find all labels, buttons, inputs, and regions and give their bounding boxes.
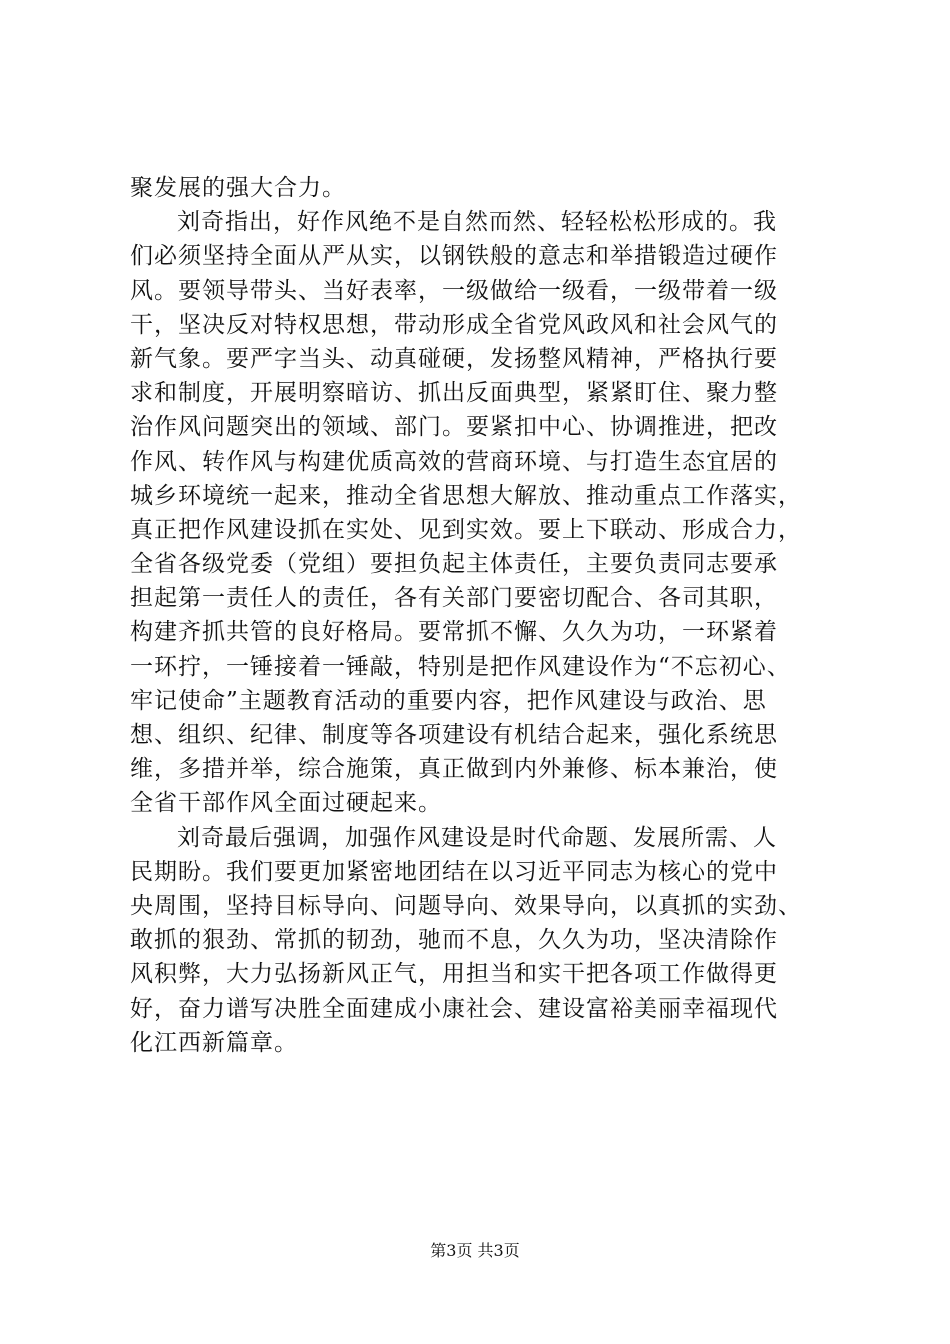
text-line: 们必须坚持全面从严从实，以钢铁般的意志和举措锻造过硬作 <box>130 243 778 270</box>
text-line: 一环拧，一锤接着一锤敲，特别是把作风建设作为“不忘初心、 <box>130 653 791 680</box>
document-body <box>130 171 840 1060</box>
text-line: 好，奋力谱写决胜全面建成小康社会、建设富裕美丽幸福现代 <box>130 995 778 1022</box>
paragraph <box>130 171 840 205</box>
text-line: 构建齐抓共管的良好格局。要常抓不懈、久久为功，一环紧着 <box>130 619 778 646</box>
text-line: 全省干部作风全面过硬起来。 <box>130 790 442 817</box>
text-line: 央周围，坚持目标导向、问题导向、效果导向，以真抓的实劲、 <box>130 892 802 919</box>
text-line: 真正把作风建设抓在实处、见到实效。要上下联动、形成合力， <box>130 516 802 543</box>
text-line: 想、组织、纪律、制度等各项建设有机结合起来，强化系统思 <box>130 722 778 748</box>
text-line: 全省各级党委（党组）要担负起主体责任，主要负责同志要承 <box>130 551 778 578</box>
text-line: 新气象。要严字当头、动真碰硬，发扬整风精神，严格执行要 <box>130 345 778 372</box>
paragraph <box>130 205 840 820</box>
text-line: 干，坚决反对特权思想，带动形成全省党风政风和社会风气的 <box>130 311 778 338</box>
text-line: 治作风问题突出的领域、部门。要紧扣中心、协调推进，把改 <box>130 414 778 441</box>
page-footer: 第3页 共3页 <box>430 1241 520 1260</box>
text-line: 聚发展的强大合力。 <box>130 175 346 201</box>
text-line: 城乡环境统一起来，推动全省思想大解放、推动重点工作落实， <box>130 482 802 509</box>
text-line: 敢抓的狠劲、常抓的韧劲，驰而不息，久久为功，坚决清除作 <box>130 927 778 954</box>
text-line: 化江西新篇章。 <box>130 1029 298 1056</box>
text-line: 刘奇最后强调，加强作风建设是时代命题、发展所需、人 <box>177 824 777 851</box>
paragraph <box>130 821 840 1060</box>
text-line: 风。要领导带头、当好表率，一级做给一级看，一级带着一级 <box>130 277 778 304</box>
text-line: 牢记使命”主题教育活动的重要内容，把作风建设与政治、思 <box>130 687 767 714</box>
text-line: 民期盼。我们要更加紧密地团结在以习近平同志为核心的党中 <box>130 858 778 885</box>
text-line: 风积弊，大力弘扬新风正气，用担当和实干把各项工作做得更 <box>130 961 778 988</box>
text-line: 担起第一责任人的责任，各有关部门要密切配合、各司其职， <box>130 585 778 612</box>
text-line: 求和制度，开展明察暗访、抓出反面典型，紧紧盯住、聚力整 <box>130 380 778 407</box>
text-line: 作风、转作风与构建优质高效的营商环境、与打造生态宜居的 <box>130 448 778 475</box>
text-line: 维，多措并举，综合施策，真正做到内外兼修、标本兼治，使 <box>130 756 778 783</box>
text-line: 刘奇指出，好作风绝不是自然而然、轻轻松松形成的。我 <box>177 209 777 236</box>
